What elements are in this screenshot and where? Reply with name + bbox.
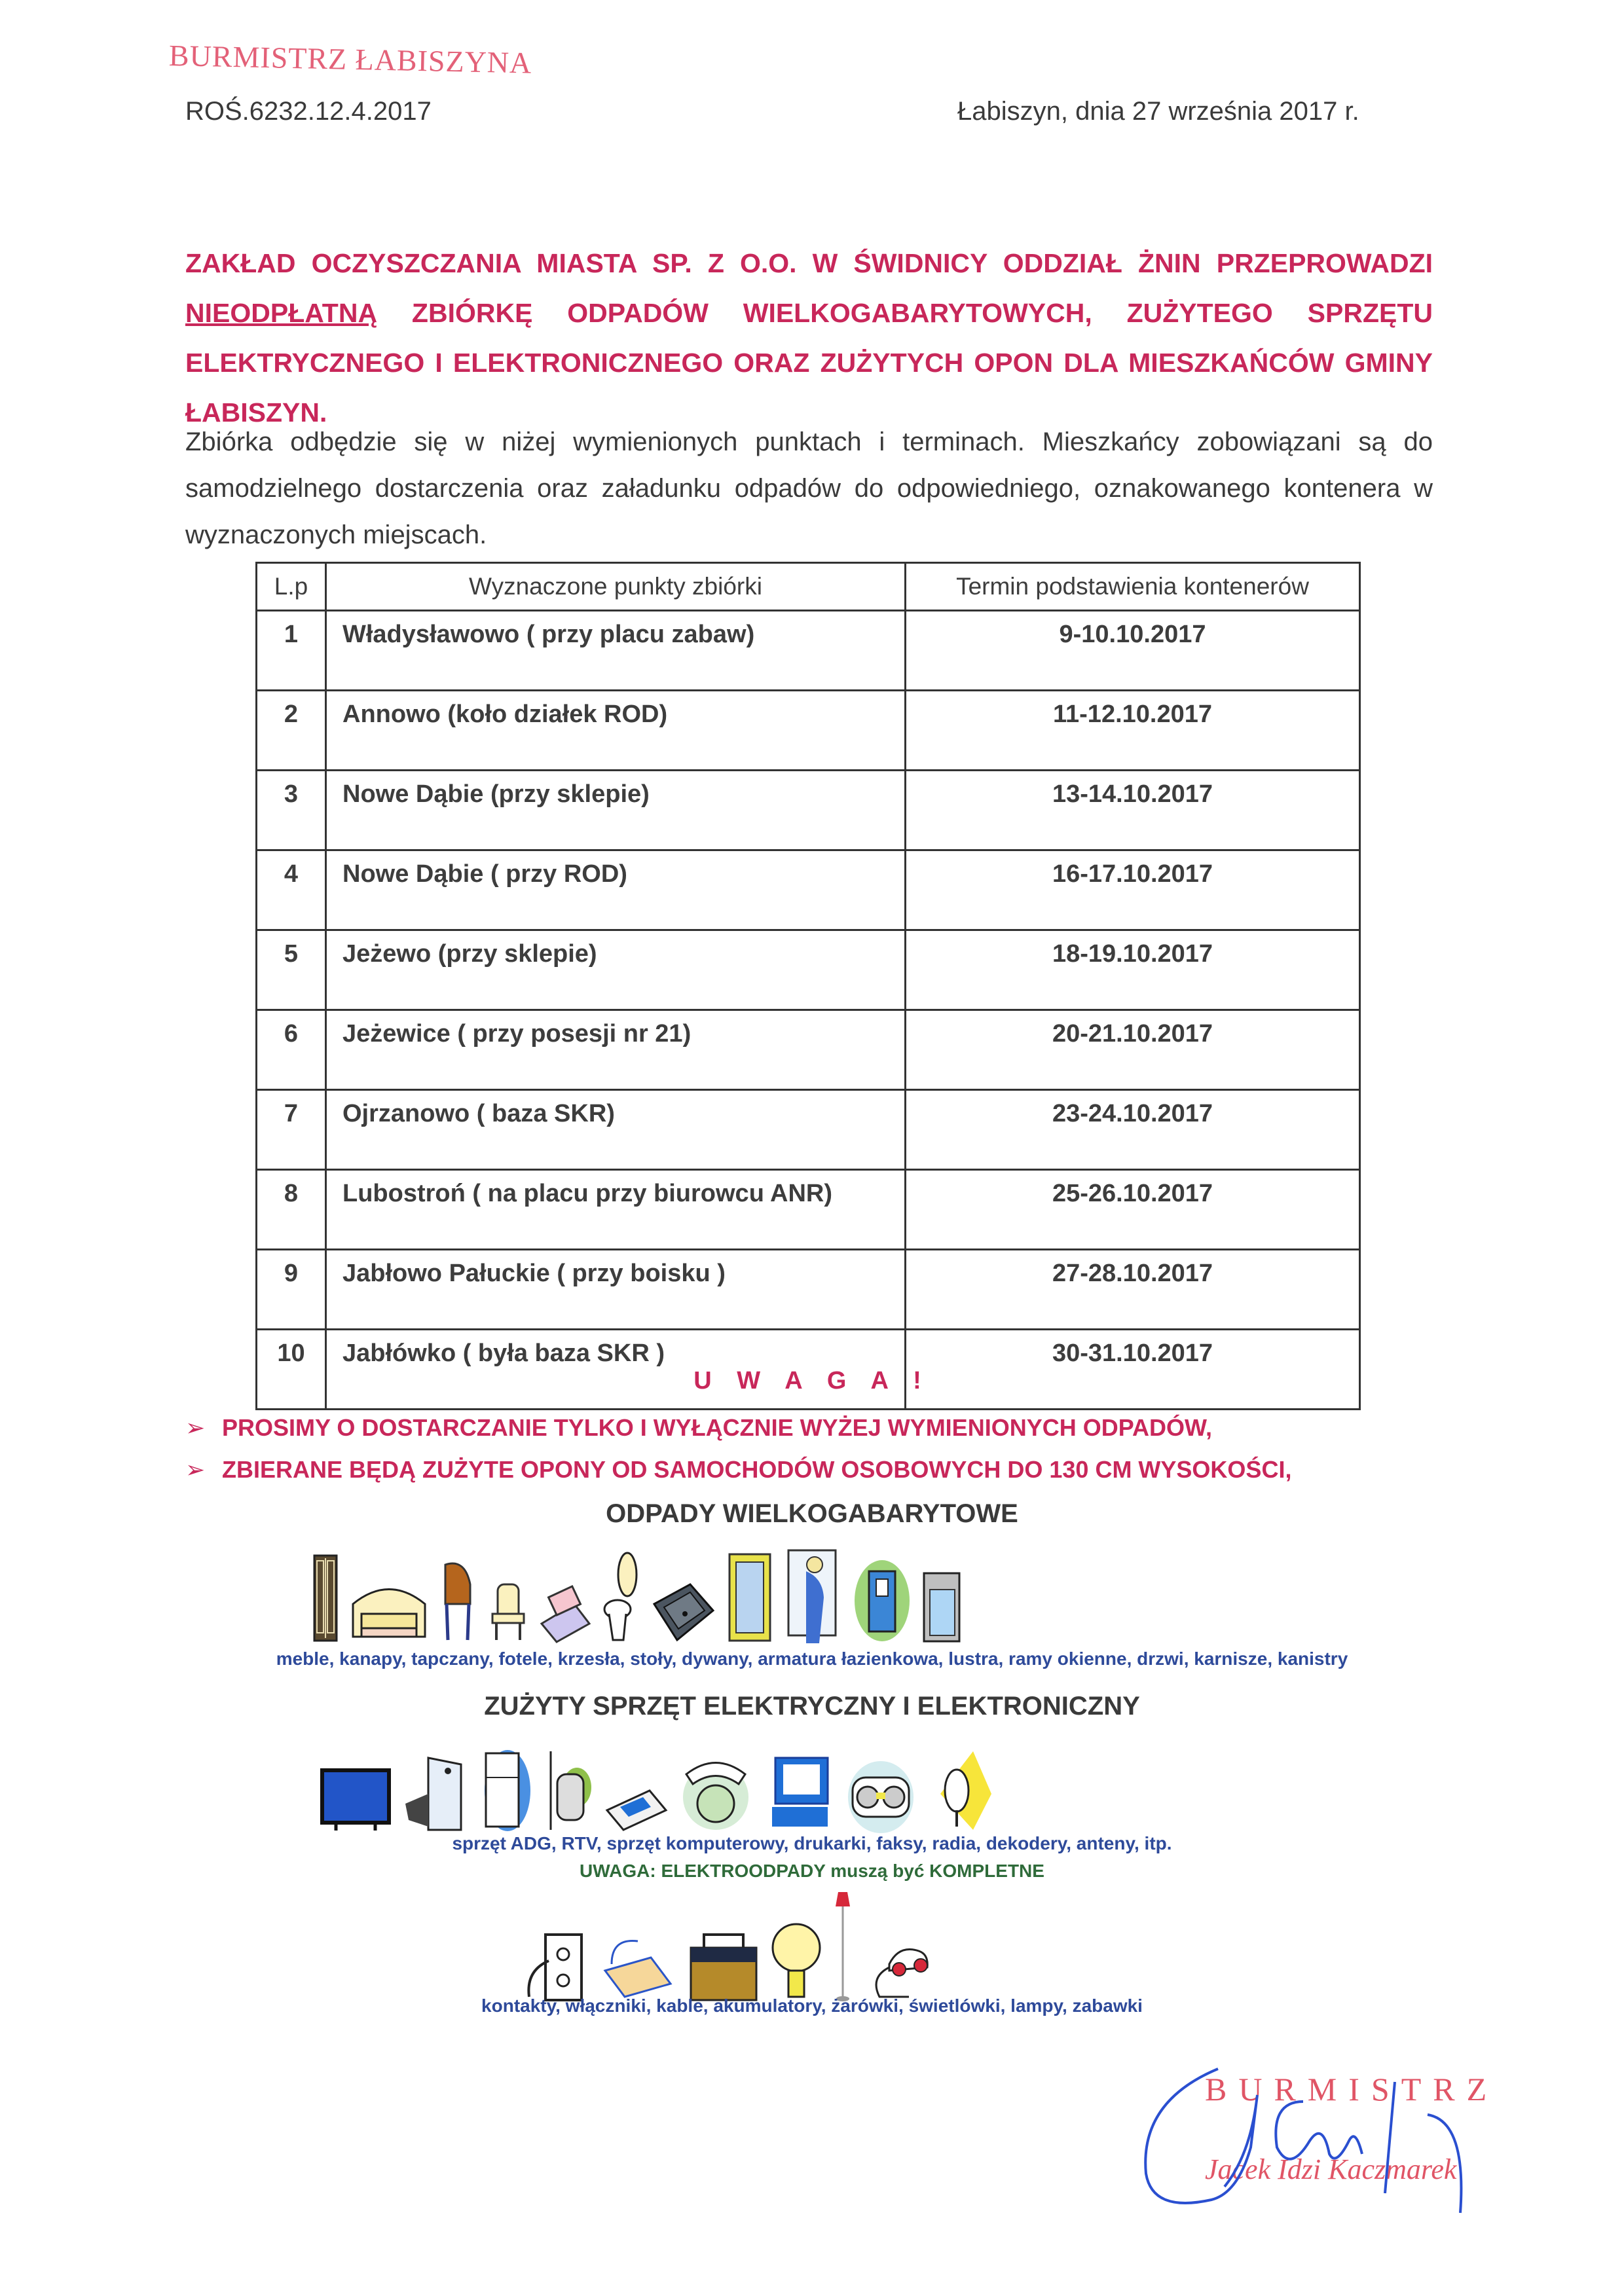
fax-icon [604, 1781, 669, 1833]
toilet-icon [601, 1552, 640, 1643]
row-date: 20-21.10.2017 [906, 1010, 1360, 1090]
table-row [257, 771, 1360, 850]
toy-car-icon [863, 1931, 935, 2003]
vacuum-icon [541, 1748, 593, 1833]
row-lp: 9 [257, 1250, 326, 1330]
sink-icon [651, 1578, 716, 1643]
row-lp: 5 [257, 930, 326, 1010]
mayor-stamp-header: BURMISTRZ ŁABISZYNA [168, 39, 532, 80]
headline-part2: ZBIÓRKĘ ODPADÓW WIELKOGABARYTOWYCH, ZUŻYTEGO SPRZĘTU ELEKTRYCZNEGO I ELEKTRONICZNEGO ORAZ ZUŻYTYCH OPON DLA MIESZKAŃCÓW GMINY ŁABISZYN. [185, 298, 1433, 428]
row-place: Nowe Dąbie (przy sklepie) [326, 771, 906, 850]
bullet-text: PROSIMY O DOSTARCZANIE TYLKO I WYŁĄCZNIE WYŻEJ WYMIENIONYCH ODPADÓW, [222, 1414, 1213, 1441]
cable-icon [599, 1931, 677, 2003]
chair-icon [439, 1558, 478, 1643]
row-lp: 7 [257, 1090, 326, 1170]
socket-icon [523, 1931, 588, 2003]
header-place: Wyznaczone punkty zbiórki [326, 563, 906, 611]
canister-icon [922, 1571, 961, 1643]
bulky-icons-row [308, 1545, 967, 1643]
sofa-icon [350, 1578, 428, 1643]
row-lp: 2 [257, 691, 326, 771]
row-date: 11-12.10.2017 [906, 691, 1360, 771]
satellite-dish-icon [934, 1748, 993, 1833]
door-icon [853, 1552, 912, 1643]
bulb-icon [770, 1918, 822, 2003]
electronics-warning: UWAGA: ELEKTROODPADY muszą być KOMPLETNE [580, 1861, 1044, 1881]
row-place: Ojrzanowo ( baza SKR) [326, 1090, 906, 1170]
notice-bullet-2 [185, 1456, 1291, 1484]
arrow-bullet-icon: ➢ [185, 1456, 206, 1483]
bulky-caption: meble, kanapy, tapczany, fotele, krzesła, stoły, dywany, armatura łazienkowa, lustra, ramy okienne, drzwi, karnisze, kanistry [276, 1649, 1348, 1669]
notice-bullet-1 [185, 1414, 1212, 1442]
row-place: Annowo (koło działek ROD) [326, 691, 906, 771]
row-lp: 1 [257, 611, 326, 691]
announcement-headline [185, 238, 1433, 437]
row-lp: 3 [257, 771, 326, 850]
window-frame-icon [783, 1545, 842, 1643]
fridge-icon [478, 1748, 530, 1833]
table-row [257, 1090, 1360, 1170]
wardrobe-icon [313, 1552, 339, 1643]
small-electronics-caption: kontakty, włączniki, kable, akumulatory, żarówki, świetlówki, lampy, zabawki [481, 1995, 1143, 2016]
headline-part1: ZAKŁAD OCZYSZCZANIA MIASTA SP. Z O.O. W ŚWIDNICY ODDZIAŁ ŻNIN PRZEPROWADZI [185, 248, 1433, 278]
bullet-text: ZBIERANE BĘDĄ ZUŻYTE OPONY OD SAMOCHODÓW OSOBOWYCH DO 130 CM WYSOKOŚCI, [222, 1456, 1292, 1483]
signature-stamp-title: BURMISTRZ [1205, 2071, 1499, 2107]
table-row [257, 1010, 1360, 1090]
row-place: Jeżewo (przy sklepie) [326, 930, 906, 1010]
tv-icon [320, 1768, 392, 1833]
row-place: Jeżewice ( przy posesji nr 21) [326, 1010, 906, 1090]
mirror-icon [727, 1552, 773, 1643]
row-date: 13-14.10.2017 [906, 771, 1360, 850]
row-place: Władysławowo ( przy placu zabaw) [326, 611, 906, 691]
electronics-title: ZUŻYTY SPRZĘT ELEKTRYCZNY I ELEKTRONICZNY [484, 1692, 1140, 1721]
header-lp: L.p [257, 563, 326, 611]
armchair-icon [489, 1581, 528, 1643]
table-row [257, 691, 1360, 771]
reference-number: ROŚ.6232.12.4.2017 [185, 97, 432, 126]
row-date: 25-26.10.2017 [906, 1170, 1360, 1250]
handwritten-signature-icon [1139, 2062, 1532, 2226]
signature-stamp-name: Jacek Idzi Kaczmarek [1205, 2153, 1457, 2185]
row-place: Nowe Dąbie ( przy ROD) [326, 850, 906, 930]
table-row [257, 611, 1360, 691]
floor-lamp-icon [833, 1892, 853, 2003]
computer-icon [762, 1755, 834, 1833]
table-row [257, 930, 1360, 1010]
row-place: Jabłówko ( była baza SKR ) [326, 1330, 906, 1410]
row-date: 27-28.10.2017 [906, 1250, 1360, 1330]
bulky-waste-title: ODPADY WIELKOGABARYTOWE [606, 1499, 1018, 1528]
row-place: Lubostroń ( na placu przy biurowcu ANR) [326, 1170, 906, 1250]
place-date: Łabiszyn, dnia 27 września 2017 r. [957, 97, 1359, 126]
battery-icon [688, 1931, 760, 2003]
arrow-bullet-icon: ➢ [185, 1414, 206, 1441]
table-header-row [257, 563, 1360, 611]
carpet-icon [538, 1584, 591, 1643]
intro-paragraph: Zbiórka odbędzie się w niżej wymienionych punktach i terminach. Mieszkańcy zobowiązani są do samodzielnego dostarczenia oraz załadunku odpadów do odpowiedniego, oznakowanego kontenera w wyznaczonych miejscach. [185, 428, 1433, 549]
table-row [257, 1170, 1360, 1250]
row-date: 9-10.10.2017 [906, 611, 1360, 691]
row-date: 16-17.10.2017 [906, 850, 1360, 930]
row-lp: 10 [257, 1330, 326, 1410]
radio-icon [845, 1755, 923, 1833]
phone-icon [680, 1755, 752, 1833]
table-row [257, 1250, 1360, 1330]
schedule-table [255, 562, 1361, 1410]
row-date: 30-31.10.2017 [906, 1330, 1360, 1410]
electronics-icons-row [314, 1741, 998, 1833]
row-place: Jabłowo Pałuckie ( przy boisku ) [326, 1250, 906, 1330]
row-date: 23-24.10.2017 [906, 1090, 1360, 1170]
electronics-caption: sprzęt ADG, RTV, sprzęt komputerowy, drukarki, faksy, radia, dekodery, anteny, itp. [452, 1833, 1172, 1853]
row-date: 18-19.10.2017 [906, 930, 1360, 1010]
small-electronics-icons-row [517, 1886, 940, 2003]
header-date: Termin podstawienia kontenerów [906, 563, 1360, 611]
washing-machine-icon [402, 1755, 468, 1833]
table-row [257, 850, 1360, 930]
notice-title: U W A G A ! [693, 1367, 931, 1394]
row-lp: 4 [257, 850, 326, 930]
headline-underlined: NIEODPŁATNĄ [185, 298, 378, 328]
row-lp: 6 [257, 1010, 326, 1090]
row-lp: 8 [257, 1170, 326, 1250]
